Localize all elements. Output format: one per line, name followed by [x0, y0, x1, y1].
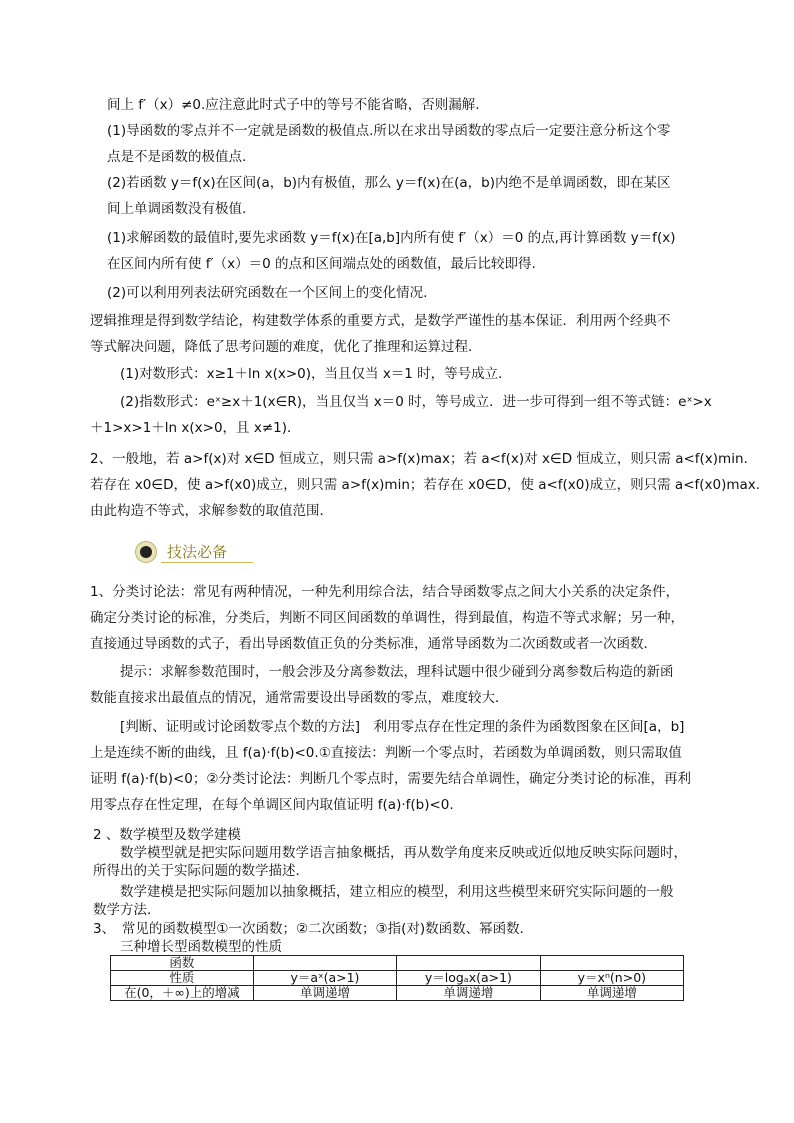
growth-model-table — [110, 955, 684, 1001]
text-line: [判断、证明或讨论函数零点个数的方法] 利用零点存在性定理的条件为函数图象在区间[a，b] — [120, 719, 685, 735]
text-line: 所得出的关于实际问题的数学描述． — [93, 863, 309, 879]
text-line: (2)指数形式：eˣ≥x＋1(x∈R)，当且仅当 x＝0 时，等号成立．进一步可得到一组不等式链：eˣ>x — [120, 394, 712, 410]
text-line: (2)若函数 y＝f(x)在区间(a，b)内有极值，那么 y＝f(x)在(a，b)内绝不是单调函数，即在某区 — [107, 175, 671, 191]
text-line: 等式解决问题，降低了思考问题的难度，优化了推理和运算过程． — [90, 339, 482, 355]
text-line: 3、 常见的函数模型①一次函数；②二次函数；③指(对)数函数、幂函数． — [93, 921, 534, 937]
section-badge — [135, 537, 255, 565]
text-line: (1)导函数的零点并不一定就是函数的极值点.所以在求出导函数的零点后一定要注意分析这个零 — [107, 123, 671, 139]
table-header-top: 函数 — [111, 956, 254, 971]
table-col-header: y＝aˣ(a>1) — [253, 971, 396, 986]
text-line: 数能直接求出最值点的情况，通常需要设出导函数的零点，难度较大． — [90, 690, 509, 706]
text-line: 提示：求解参数范围时，一般会涉及分离参数法，理科试题中很少碰到分离参数后构造的新函 — [120, 664, 674, 680]
table-cell: 单调递增 — [540, 986, 683, 1001]
text-line: (1)对数形式：x≥1＋ln x(x>0)，当且仅当 x＝1 时，等号成立． — [120, 366, 512, 382]
text-line: 逻辑推理是得到数学结论，构建数学体系的重要方式，是数学严谨性的基本保证．利用两个经典不 — [90, 313, 671, 329]
table-row-label: 在(0，＋∞)上的增减 — [111, 986, 254, 1001]
text-line: 直接通过导函数的式子，看出导函数值正负的分类标准，通常导函数为二次函数或者一次函数． — [90, 636, 657, 652]
text-line: 三种增长型函数模型的性质 — [120, 939, 282, 955]
text-line: 数学方法． — [93, 902, 161, 918]
text-line: (1)求解函数的最值时,要先求函数 y＝f(x)在[a,b]内所有使 f′（x）＝0 的点,再计算函数 y＝f(x) — [107, 230, 676, 246]
text-line: 间上单调函数没有极值. — [107, 201, 247, 217]
table-cell: 单调递增 — [253, 986, 396, 1001]
text-line: ＋1>x>1＋ln x(x>0，且 x≠1)． — [90, 420, 301, 436]
text-line: 数学建模是把实际问题加以抽象概括，建立相应的模型，利用这些模型来研究实际问题的一般 — [120, 884, 674, 900]
text-line: 间上 f′（x）≠0.应注意此时式子中的等号不能省略，否则漏解. — [107, 97, 480, 113]
text-line: 2 、数学模型及数学建模 — [93, 827, 241, 843]
text-line: 证明 f(a)·f(b)<0；②分类讨论法：判断几个零点时，需要先结合单调性，确定分类讨论的标准，再利 — [90, 771, 691, 787]
text-line: 确定分类讨论的标准，分类后，判断不同区间函数的单调性，得到最值，构造不等式求解；另一种， — [90, 610, 684, 626]
text-line: 1、分类讨论法：常见有两种情况，一种先利用综合法，结合导函数零点之间大小关系的决定条件， — [90, 584, 680, 600]
section-title: 技法必备 — [167, 543, 228, 561]
text-line: (2)可以利用列表法研究函数在一个区间上的变化情况. — [107, 285, 428, 301]
text-line: 由此构造不等式，求解参数的取值范围． — [90, 503, 333, 519]
section-underline — [161, 562, 253, 563]
table-col-header: y＝logₐx(a>1) — [397, 971, 541, 986]
text-line: 用零点存在性定理，在每个单调区间内取值证明 f(a)·f(b)<0. — [90, 797, 454, 813]
text-line: 点是不是函数的极值点. — [107, 149, 247, 165]
bullet-disc-icon — [135, 541, 157, 563]
table-col-header: y＝xⁿ(n>0) — [540, 971, 683, 986]
text-line: 2、一般地，若 a>f(x)对 x∈D 恒成立，则只需 a>f(x)max；若 a<f(x)对 x∈D 恒成立，则只需 a<f(x)min. — [90, 451, 748, 467]
text-line: 数学模型就是把实际问题用数学语言抽象概括，再从数学角度来反映或近似地反映实际问题时， — [120, 845, 687, 861]
table-cell: 单调递增 — [397, 986, 541, 1001]
text-line: 若存在 x0∈D，使 a>f(x0)成立，则只需 a>f(x)min；若存在 x0∈D，使 a<f(x0)成立，则只需 a<f(x0)max. — [90, 477, 761, 493]
text-line: 在区间内所有使 f′（x）＝0 的点和区间端点处的函数值，最后比较即得. — [107, 256, 536, 272]
text-line: 上是连续不断的曲线，且 f(a)·f(b)<0.①直接法：判断一个零点时，若函数为单调函数，则只需取值 — [90, 745, 682, 761]
table-header-bottom: 性质 — [111, 971, 254, 986]
